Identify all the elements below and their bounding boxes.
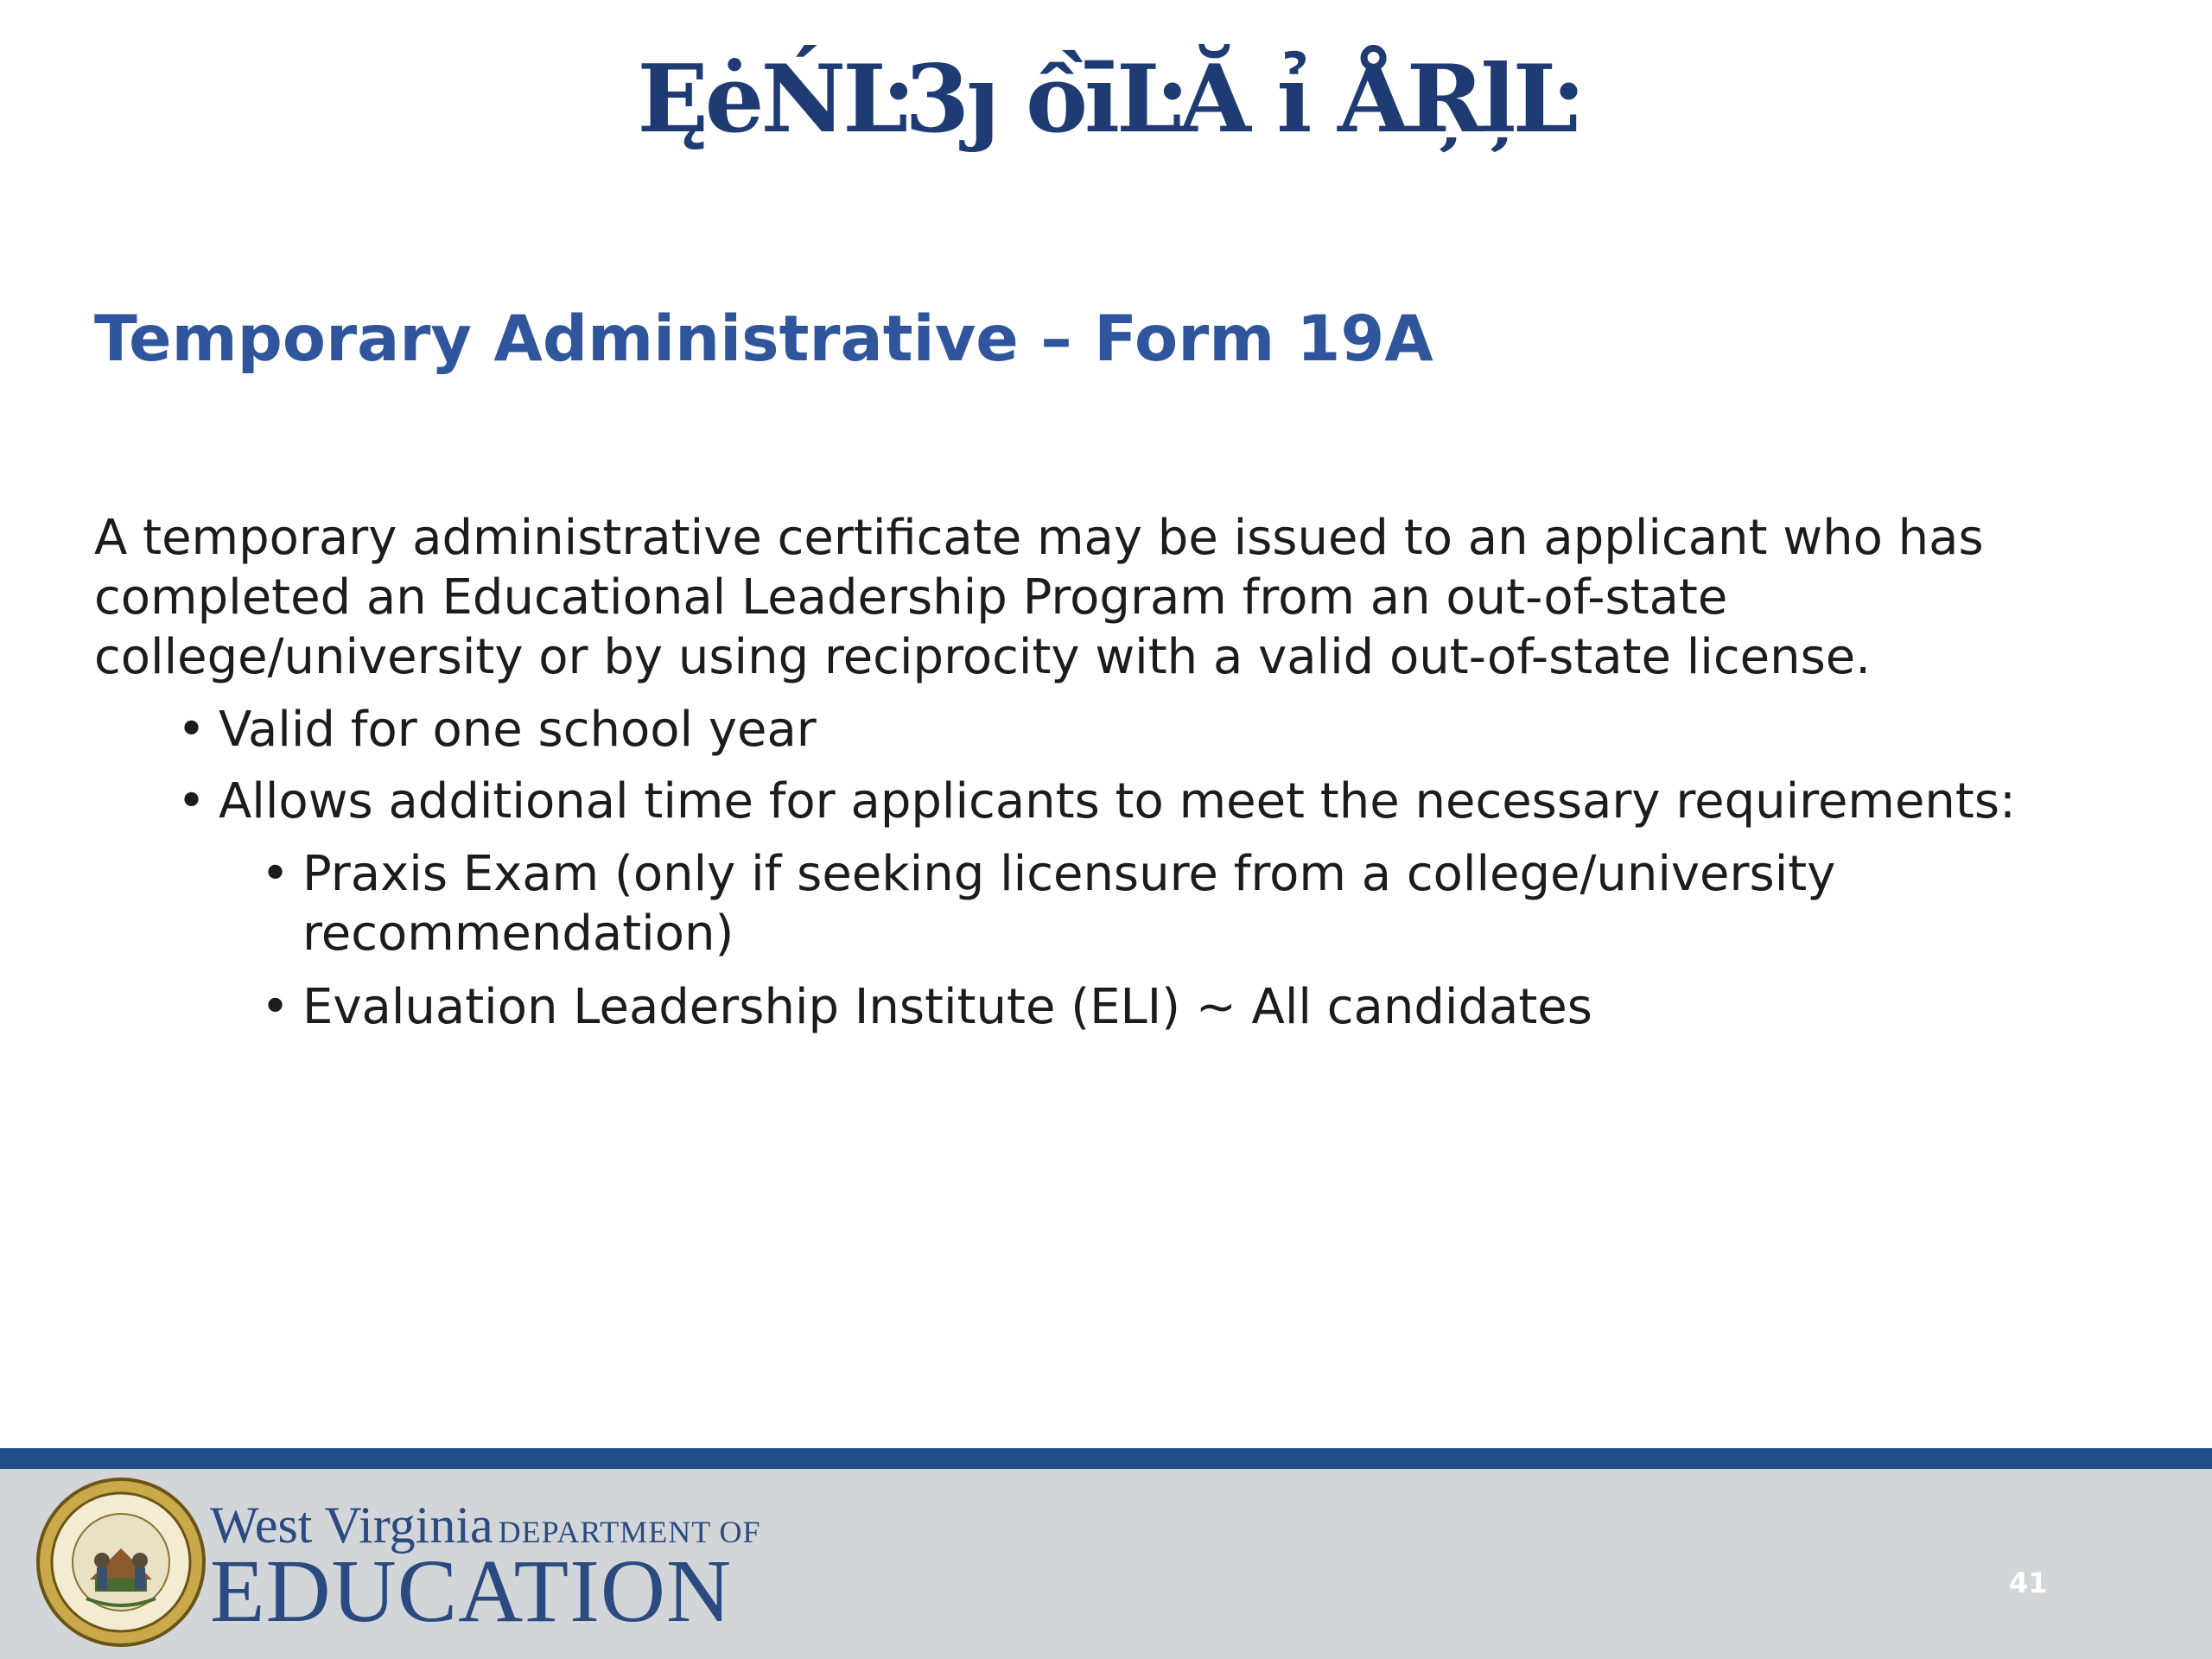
sub-bullet-text-line: Praxis Exam (only if seeking licensure from a college/university bbox=[302, 846, 1836, 902]
org-state: West Virginia bbox=[210, 1497, 493, 1554]
footer-divider bbox=[0, 1448, 2212, 1469]
org-unit: EDUCATION bbox=[210, 1541, 733, 1641]
bullet-item bbox=[177, 772, 2016, 831]
sub-bullet-item bbox=[261, 844, 1836, 963]
bullet-item bbox=[177, 700, 817, 760]
section-heading: Temporary Administrative – Form 19A bbox=[94, 302, 1433, 376]
bullet-marker: • bbox=[261, 846, 290, 902]
slide-title: ĘėŃĿ3ȷ ồīĿĂ ỉ ÅŖļĿ bbox=[637, 45, 1575, 154]
sub-bullet-text-line: recommendation) bbox=[302, 906, 734, 962]
bullet-marker: • bbox=[177, 702, 207, 758]
intro-paragraph: A temporary administrative certificate may be issued to an applicant who has completed an Educational Leadership Program from an out-of-state college/university or by using reciprocity with a valid out-of-state license. bbox=[94, 510, 1984, 685]
page-number: 41 bbox=[2009, 1567, 2048, 1599]
state-seal-icon bbox=[35, 1476, 207, 1649]
org-dept: DEPARTMENT OF bbox=[498, 1515, 761, 1549]
sub-bullet-text: Evaluation Leadership Institute (ELI) ~ All candidates bbox=[302, 979, 1592, 1035]
sub-bullet-item bbox=[261, 977, 1592, 1037]
bullet-text: Valid for one school year bbox=[219, 702, 817, 758]
bullet-marker: • bbox=[261, 979, 290, 1035]
bullet-marker: • bbox=[177, 773, 207, 830]
bullet-text: Allows additional time for applicants to meet the necessary requirements: bbox=[219, 773, 2016, 830]
